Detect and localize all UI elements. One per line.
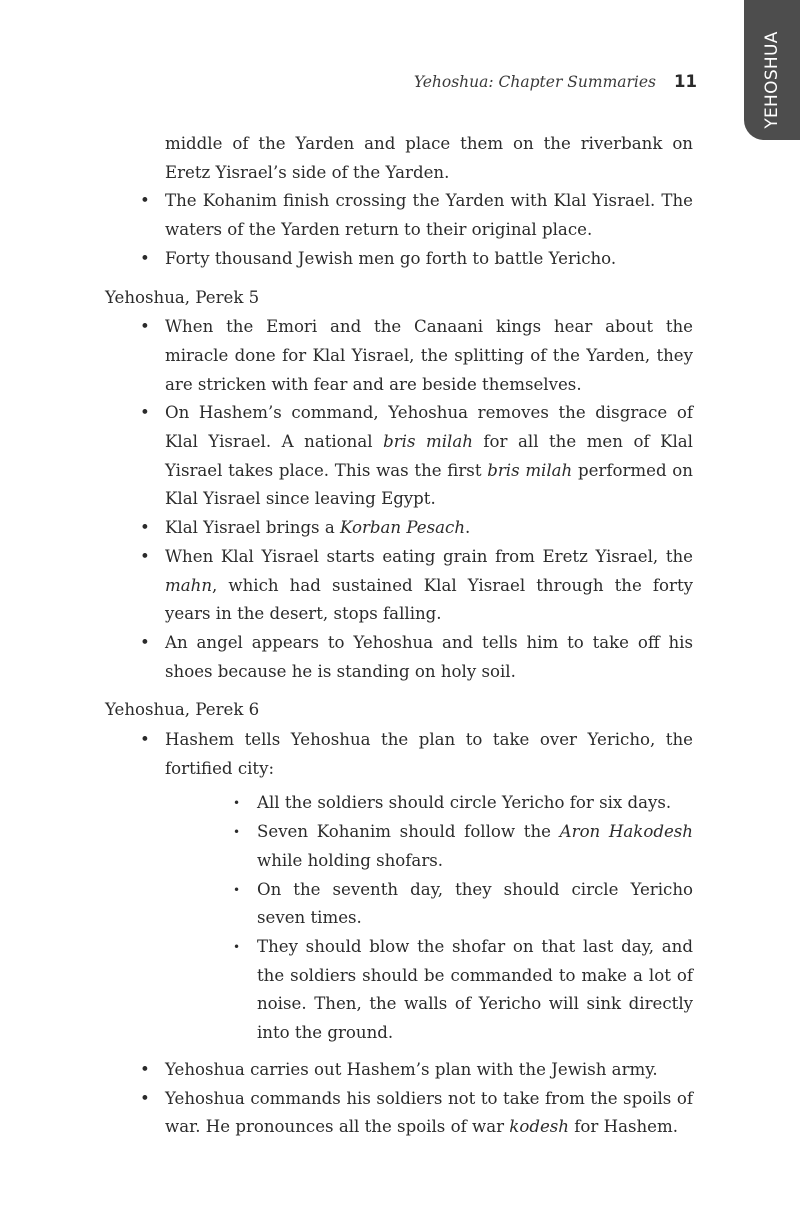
- section-heading-perek-5: Yehoshua, Perek 5: [105, 287, 260, 307]
- sub-list-item: • They should blow the shofar on that last day, and the soldiers should be commanded to make a lot of noise. Then, the walls of Yericho will sink directly into the ground.: [165, 933, 693, 1048]
- page-body: [105, 130, 693, 1142]
- running-title: Yehoshua: Chapter Summaries: [413, 73, 657, 91]
- sub-list-item: [165, 818, 693, 875]
- page-number: 11: [674, 72, 697, 91]
- italic-term: bris milah: [487, 460, 573, 480]
- text-run: for all the men of Klal Yisrael takes place. This was the first: [165, 432, 693, 480]
- perek-5-bullet-list: [105, 313, 693, 686]
- italic-term: mahn: [165, 575, 213, 595]
- text-run: Klal Yisrael brings a: [165, 518, 341, 538]
- list-item: [105, 399, 693, 514]
- sub-list-item: • On the seventh day, they should circle Yericho seven times.: [165, 876, 693, 933]
- section-tab-label: YEHOSHUA: [762, 31, 782, 129]
- running-head: [414, 72, 697, 91]
- text-run: Seven Kohanim should follow the: [257, 822, 560, 842]
- list-item: [105, 543, 693, 629]
- opening-bullet-list: [105, 187, 693, 273]
- list-item: • An angel appears to Yehoshua and tells him to take off his shoes because he is standing on holy soil.: [105, 629, 693, 686]
- text-run: .: [465, 518, 471, 538]
- list-item: • Forty thousand Jewish men go forth to battle Yericho.: [105, 245, 693, 274]
- text-run: for Hashem.: [569, 1117, 679, 1137]
- text-run: performed on Klal Yisrael since leaving Egypt.: [165, 460, 693, 509]
- plan-sub-list: [165, 789, 693, 1047]
- continued-paragraph: middle of the Yarden and place them on the riverbank on Eretz Yisrael’s side of the Yarden.: [165, 134, 693, 182]
- italic-term: Aron Hakodesh: [559, 822, 693, 842]
- list-item: [105, 726, 693, 1048]
- section-heading-perek-6: Yehoshua, Perek 6: [105, 700, 260, 720]
- text-run: On Hashem’s command, Yehoshua removes the disgrace of Klal Yisrael. A national: [165, 403, 693, 452]
- text-run: Hashem tells Yehoshua the plan to take over Yericho, the fortified city:: [165, 730, 693, 778]
- list-item: • The Kohanim finish crossing the Yarden with Klal Yisrael. The waters of the Yarden return to their original place.: [105, 187, 693, 244]
- perek-6-bullet-list: [105, 726, 693, 1142]
- list-item: [105, 1085, 693, 1142]
- text-run: , which had sustained Klal Yisrael through the forty years in the desert, stops falling.: [165, 575, 693, 624]
- list-item: • When the Emori and the Canaani kings hear about the miracle done for Klal Yisrael, the splitting of the Yarden, they are stricken with fear and are beside themselves.: [105, 313, 693, 399]
- text-run: Yehoshua commands his soldiers not to take from the spoils of war. He pronounces all the spoils of war: [165, 1088, 693, 1137]
- text-run: while holding shofars.: [257, 850, 444, 870]
- italic-term: bris milah: [383, 432, 473, 452]
- list-item: [105, 514, 693, 543]
- list-item: • Yehoshua carries out Hashem’s plan with the Jewish army.: [105, 1056, 693, 1085]
- text-run: When Klal Yisrael starts eating grain from Eretz Yisrael, the: [165, 546, 693, 566]
- section-tab: [744, 0, 800, 140]
- italic-term: Korban Pesach: [340, 518, 466, 538]
- italic-term: kodesh: [509, 1117, 569, 1137]
- sub-list-item: • All the soldiers should circle Yericho for six days.: [165, 789, 693, 818]
